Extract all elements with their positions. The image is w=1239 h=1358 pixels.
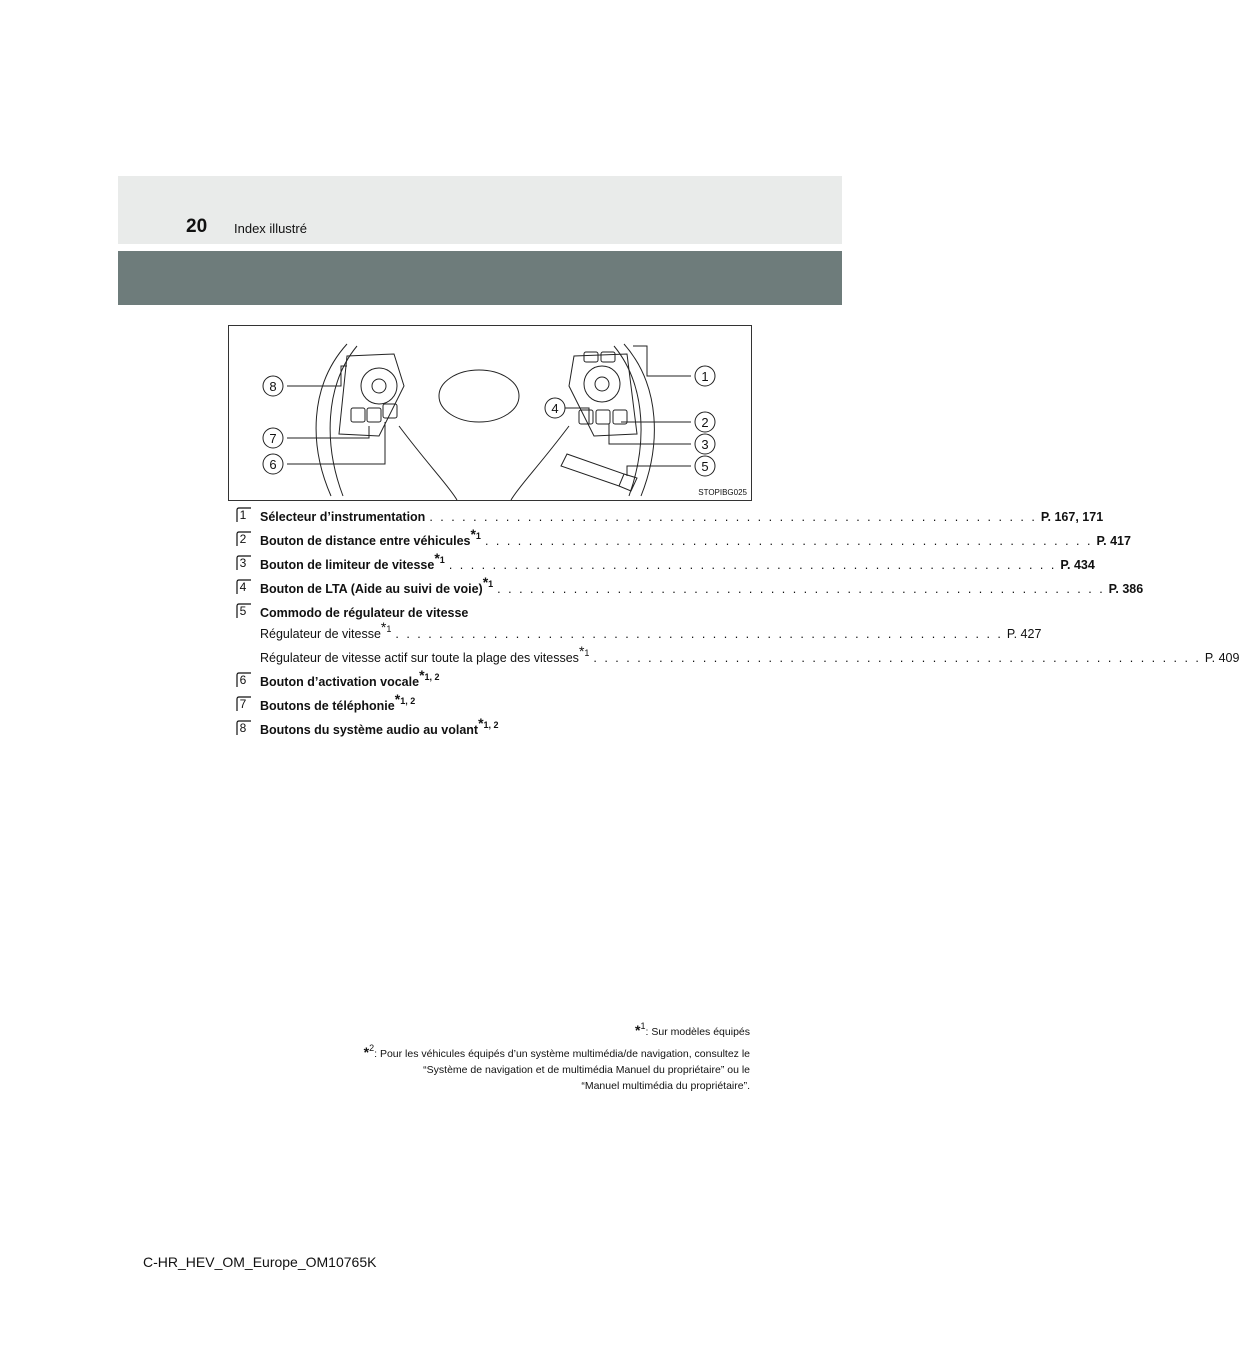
page-reference[interactable]: P. 434 bbox=[1060, 558, 1095, 572]
page-reference[interactable]: P. 409 bbox=[1204, 651, 1239, 665]
list-item bbox=[236, 691, 736, 713]
steering-wheel-drawing bbox=[229, 326, 751, 500]
list-item: 2 Bouton de distance entre véhicules$^{*1}$ . . . . . . . . . . . . . . . . . . . . . . . . . . . . . . . . . . . . . . . . . . . . . . . . . . . . . . . . P. 417 bbox=[236, 534, 736, 548]
list-item: 4 Bouton de LTA (Aide au suivi de voie)$^{*1}$ . . . . . . . . . . . . . . . . . . . . . . . . . . . . . . . . . . . . . . . . . . . . . . . . . . . . . . . . P. 386 bbox=[236, 582, 736, 596]
page-reference[interactable]: P. 427 bbox=[1006, 627, 1042, 641]
item-label: Boutons de téléphonie$^{*1, 2}$ bbox=[260, 691, 416, 713]
title-band bbox=[118, 251, 842, 305]
callout-3 bbox=[695, 434, 715, 454]
sub-item: Régulateur de vitesse$^{*1}$ . . . . . . . . . . . . . . . . . . . . . . . . . . . . . . . . . . . . . . . . . . . . . . . . . . . . . . . . P. 427 bbox=[260, 619, 1042, 641]
list-item bbox=[236, 667, 736, 689]
item-label: Bouton de LTA (Aide au suivi de voie)$^{*1}$ bbox=[260, 574, 494, 596]
list-item bbox=[236, 606, 736, 620]
svg-text:3: 3 bbox=[701, 437, 709, 452]
sub-item-label: Régulateur de vitesse actif sur toute la plage des vitesses$^{*1}$ bbox=[260, 643, 590, 665]
svg-text:6: 6 bbox=[269, 457, 277, 472]
sub-item-label: Régulateur de vitesse$^{*1}$ bbox=[260, 619, 392, 641]
page-number: 20 bbox=[186, 216, 208, 237]
list-item: 1 Sélecteur d’instrumentation . . . . . . . . . . . . . . . . . . . . . . . . . . . . . . . . . . . . . . . . . . . . . . . . . . . . . . . . P. 167, 171 bbox=[236, 510, 736, 524]
item-label: Bouton de limiteur de vitesse$^{*1}$ bbox=[260, 550, 445, 572]
item-list bbox=[236, 508, 1239, 737]
callout-8 bbox=[263, 376, 283, 396]
item-number-badge: 7 bbox=[236, 696, 253, 713]
page-reference[interactable]: P. 417 bbox=[1096, 534, 1131, 548]
svg-text:8: 8 bbox=[269, 379, 277, 394]
svg-text:2: 2 bbox=[701, 415, 709, 430]
steering-wheel-illustration bbox=[228, 325, 752, 501]
page-reference[interactable]: P. 386 bbox=[1108, 582, 1144, 596]
sub-item: Régulateur de vitesse actif sur toute la plage des vitesses$^{*1}$ . . . . . . . . . . . . . . . . . . . . . . . . . . . . . . . . . . . . . . . . . . . . . . . . . . . . . . . . P. 409 bbox=[260, 643, 1239, 665]
item-number-badge: 6 bbox=[236, 672, 253, 689]
item-number-badge: 8 bbox=[236, 720, 253, 737]
list-item bbox=[236, 715, 736, 737]
svg-text:7: 7 bbox=[269, 431, 277, 446]
svg-text:4: 4 bbox=[551, 401, 559, 416]
svg-text:5: 5 bbox=[701, 459, 709, 474]
document-code: C-HR_HEV_OM_Europe_OM10765K bbox=[143, 1254, 377, 1270]
item-number-badge: 4 bbox=[236, 579, 253, 596]
svg-text:1: 1 bbox=[701, 369, 709, 384]
item-label: Commodo de régulateur de vitesse bbox=[260, 606, 469, 620]
list-item: 3 Bouton de limiteur de vitesse$^{*1}$ . . . . . . . . . . . . . . . . . . . . . . . . . . . . . . . . . . . . . . . . . . . . . . . . . . . . . . . . P. 434 bbox=[236, 558, 736, 572]
figure-code: STOPIBG025 bbox=[698, 488, 747, 497]
page-reference[interactable]: P. 167, 171 bbox=[1040, 510, 1104, 524]
callout-7 bbox=[263, 428, 283, 448]
item-number-badge: 5 bbox=[236, 603, 253, 620]
item-number-badge: 2 bbox=[236, 531, 253, 548]
section-title: Index illustré bbox=[234, 221, 307, 236]
item-label: Bouton d’activation vocale$^{*1, 2}$ bbox=[260, 667, 440, 689]
callout-2 bbox=[695, 412, 715, 432]
footnote-1: *$^1$: Sur modèles équipés bbox=[635, 1021, 750, 1038]
item-label: Boutons du système audio au volant$^{*1, 2}$ bbox=[260, 715, 499, 737]
item-number-badge: 1 bbox=[236, 507, 253, 524]
item-label: Sélecteur d’instrumentation bbox=[260, 510, 426, 524]
footnotes bbox=[300, 1022, 750, 1094]
callout-5 bbox=[695, 456, 715, 476]
item-number-badge: 3 bbox=[236, 555, 253, 572]
item-label: Bouton de distance entre véhicules$^{*1}$ bbox=[260, 526, 481, 548]
callout-6 bbox=[263, 454, 283, 474]
callout-4 bbox=[545, 398, 565, 418]
header-band bbox=[118, 176, 842, 244]
footnote-2: *$^2$: Pour les véhicules équipés d’un système multimédia/de navigation, consultez le “Système de navigation et de multimédia Manuel du propriétaire” ou le “Manuel multimédia du propriétaire”. bbox=[363, 1043, 750, 1092]
callout-1 bbox=[695, 366, 715, 386]
